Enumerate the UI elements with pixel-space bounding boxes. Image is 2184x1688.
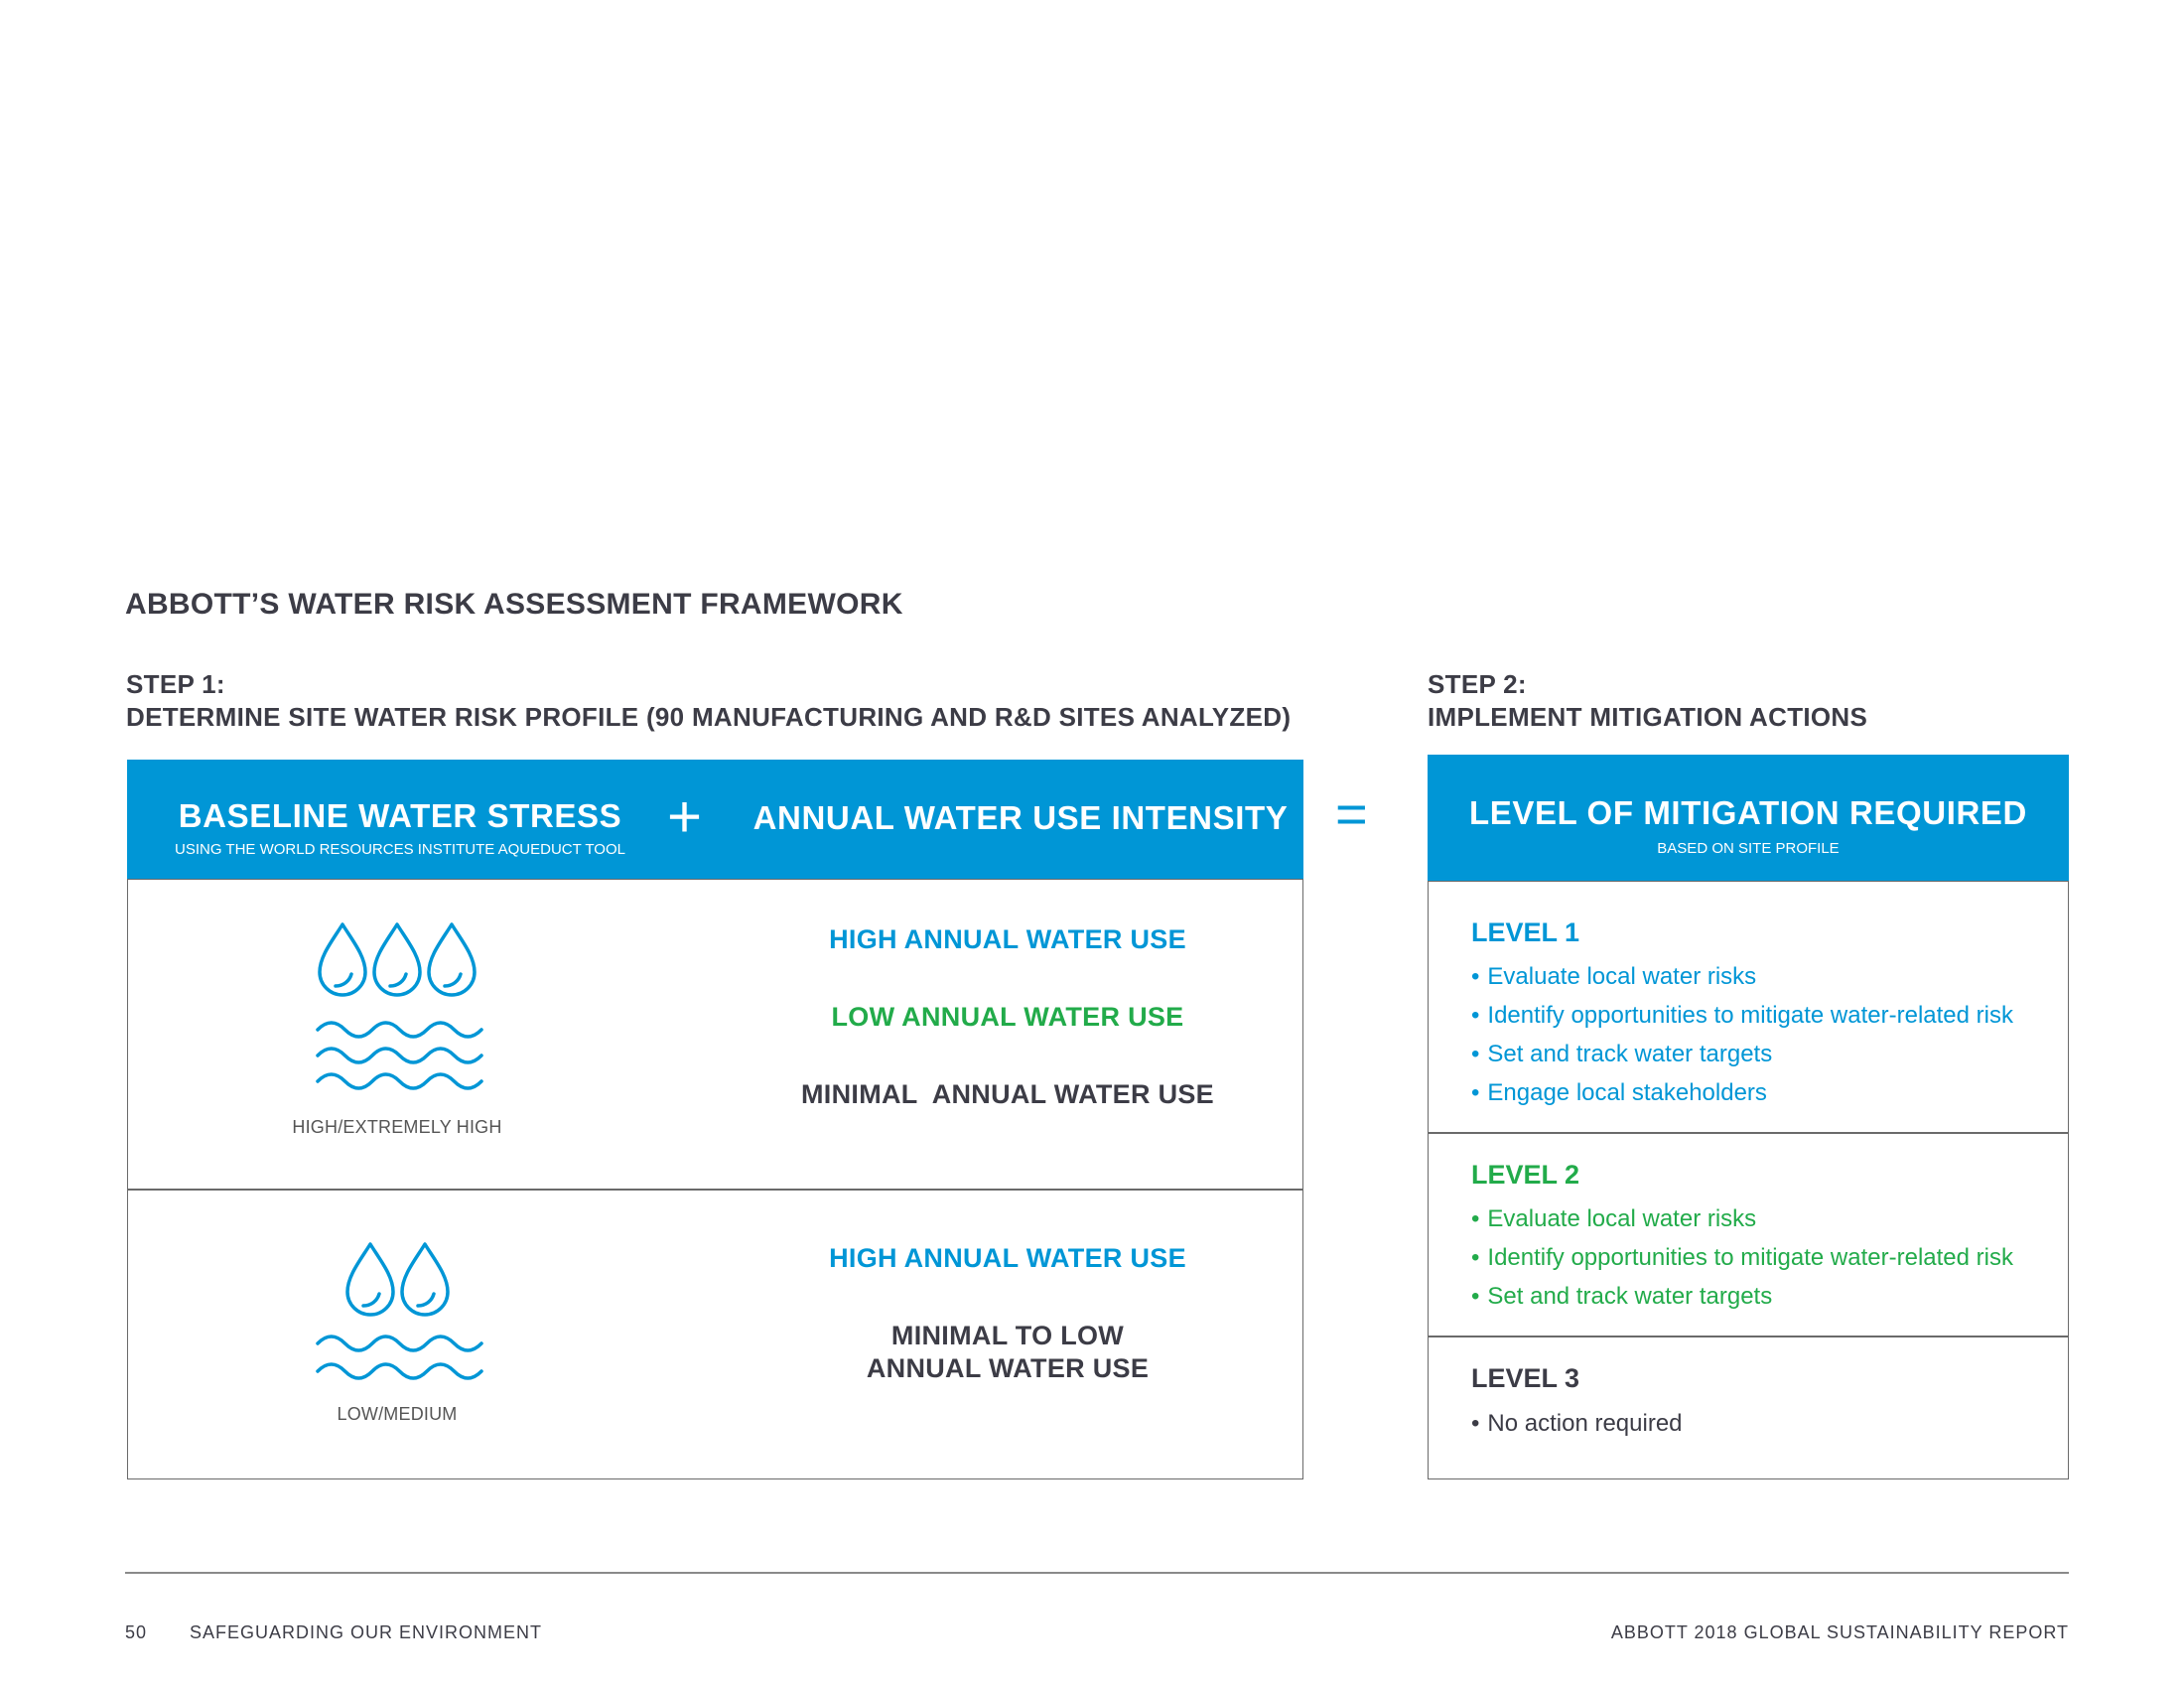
page-title: ABBOTT’S WATER RISK ASSESSMENT FRAMEWORK bbox=[125, 588, 903, 621]
footer-rule bbox=[125, 1572, 2069, 1574]
footer-report-title: ABBOTT 2018 GLOBAL SUSTAINABILITY REPORT bbox=[1610, 1622, 2069, 1642]
row1-use-minimal: MINIMAL ANNUAL WATER USE bbox=[801, 1079, 1214, 1109]
row2-use-minimal-line2: ANNUAL WATER USE bbox=[866, 1353, 1150, 1383]
plus-icon: + bbox=[667, 783, 703, 850]
step1-text: DETERMINE SITE WATER RISK PROFILE (90 MANUFACTURING AND R&D SITES ANALYZED) bbox=[126, 702, 1292, 732]
equals-icon: = bbox=[1335, 782, 1368, 845]
list-item: • Evaluate local water risks bbox=[1471, 1199, 2013, 1238]
baseline-subheading: USING THE WORLD RESOURCES INSTITUTE AQUEDUCT TOOL bbox=[175, 841, 625, 858]
mitigation-subheading: BASED ON SITE PROFILE bbox=[1657, 840, 1840, 857]
step1-header-bar bbox=[127, 760, 1303, 879]
baseline-heading: BASELINE WATER STRESS bbox=[178, 797, 622, 834]
row1-use-high: HIGH ANNUAL WATER USE bbox=[829, 924, 1186, 954]
mitigation-heading: LEVEL OF MITIGATION REQUIRED bbox=[1469, 794, 2027, 831]
list-item: • No action required bbox=[1471, 1404, 1683, 1443]
row-divider bbox=[127, 1189, 1303, 1191]
step2-header-bar bbox=[1428, 755, 2069, 881]
step2-header bbox=[1428, 668, 1867, 734]
list-item: • Set and track water targets bbox=[1471, 1277, 2013, 1316]
level-3-list bbox=[1471, 1404, 1683, 1443]
step1-label: STEP 1: bbox=[126, 669, 225, 699]
annual-heading: ANNUAL WATER USE INTENSITY bbox=[752, 799, 1289, 836]
page-number: 50 bbox=[125, 1622, 148, 1642]
level-1-title: LEVEL 1 bbox=[1471, 917, 1580, 947]
row2-use-minimal-line1: MINIMAL TO LOW bbox=[890, 1321, 1125, 1350]
list-item: • Engage local stakeholders bbox=[1471, 1073, 2013, 1112]
water-stress-low-icon bbox=[316, 1238, 484, 1387]
water-stress-high-icon bbox=[308, 918, 486, 1097]
risk-profile-table bbox=[127, 879, 1303, 1479]
level-3-title: LEVEL 3 bbox=[1471, 1363, 1580, 1393]
step2-text: IMPLEMENT MITIGATION ACTIONS bbox=[1428, 702, 1868, 732]
level-2-title: LEVEL 2 bbox=[1471, 1160, 1580, 1190]
row2-use-high: HIGH ANNUAL WATER USE bbox=[829, 1243, 1186, 1273]
level-divider-2 bbox=[1428, 1336, 2069, 1337]
stress-label-high: HIGH/EXTREMELY HIGH bbox=[292, 1117, 502, 1137]
stress-label-low: LOW/MEDIUM bbox=[337, 1404, 458, 1424]
level-divider-1 bbox=[1428, 1132, 2069, 1134]
row1-use-low: LOW ANNUAL WATER USE bbox=[831, 1002, 1184, 1032]
list-item: • Identify opportunities to mitigate water-related risk bbox=[1471, 1238, 2013, 1277]
step2-label: STEP 2: bbox=[1428, 669, 1527, 699]
list-item: • Set and track water targets bbox=[1471, 1035, 2013, 1073]
footer-section: SAFEGUARDING OUR ENVIRONMENT bbox=[190, 1622, 543, 1642]
level-1-list bbox=[1471, 957, 2013, 1112]
list-item: • Identify opportunities to mitigate water-related risk bbox=[1471, 996, 2013, 1035]
step1-header bbox=[126, 668, 1291, 734]
list-item: • Evaluate local water risks bbox=[1471, 957, 2013, 996]
level-2-list bbox=[1471, 1199, 2013, 1316]
